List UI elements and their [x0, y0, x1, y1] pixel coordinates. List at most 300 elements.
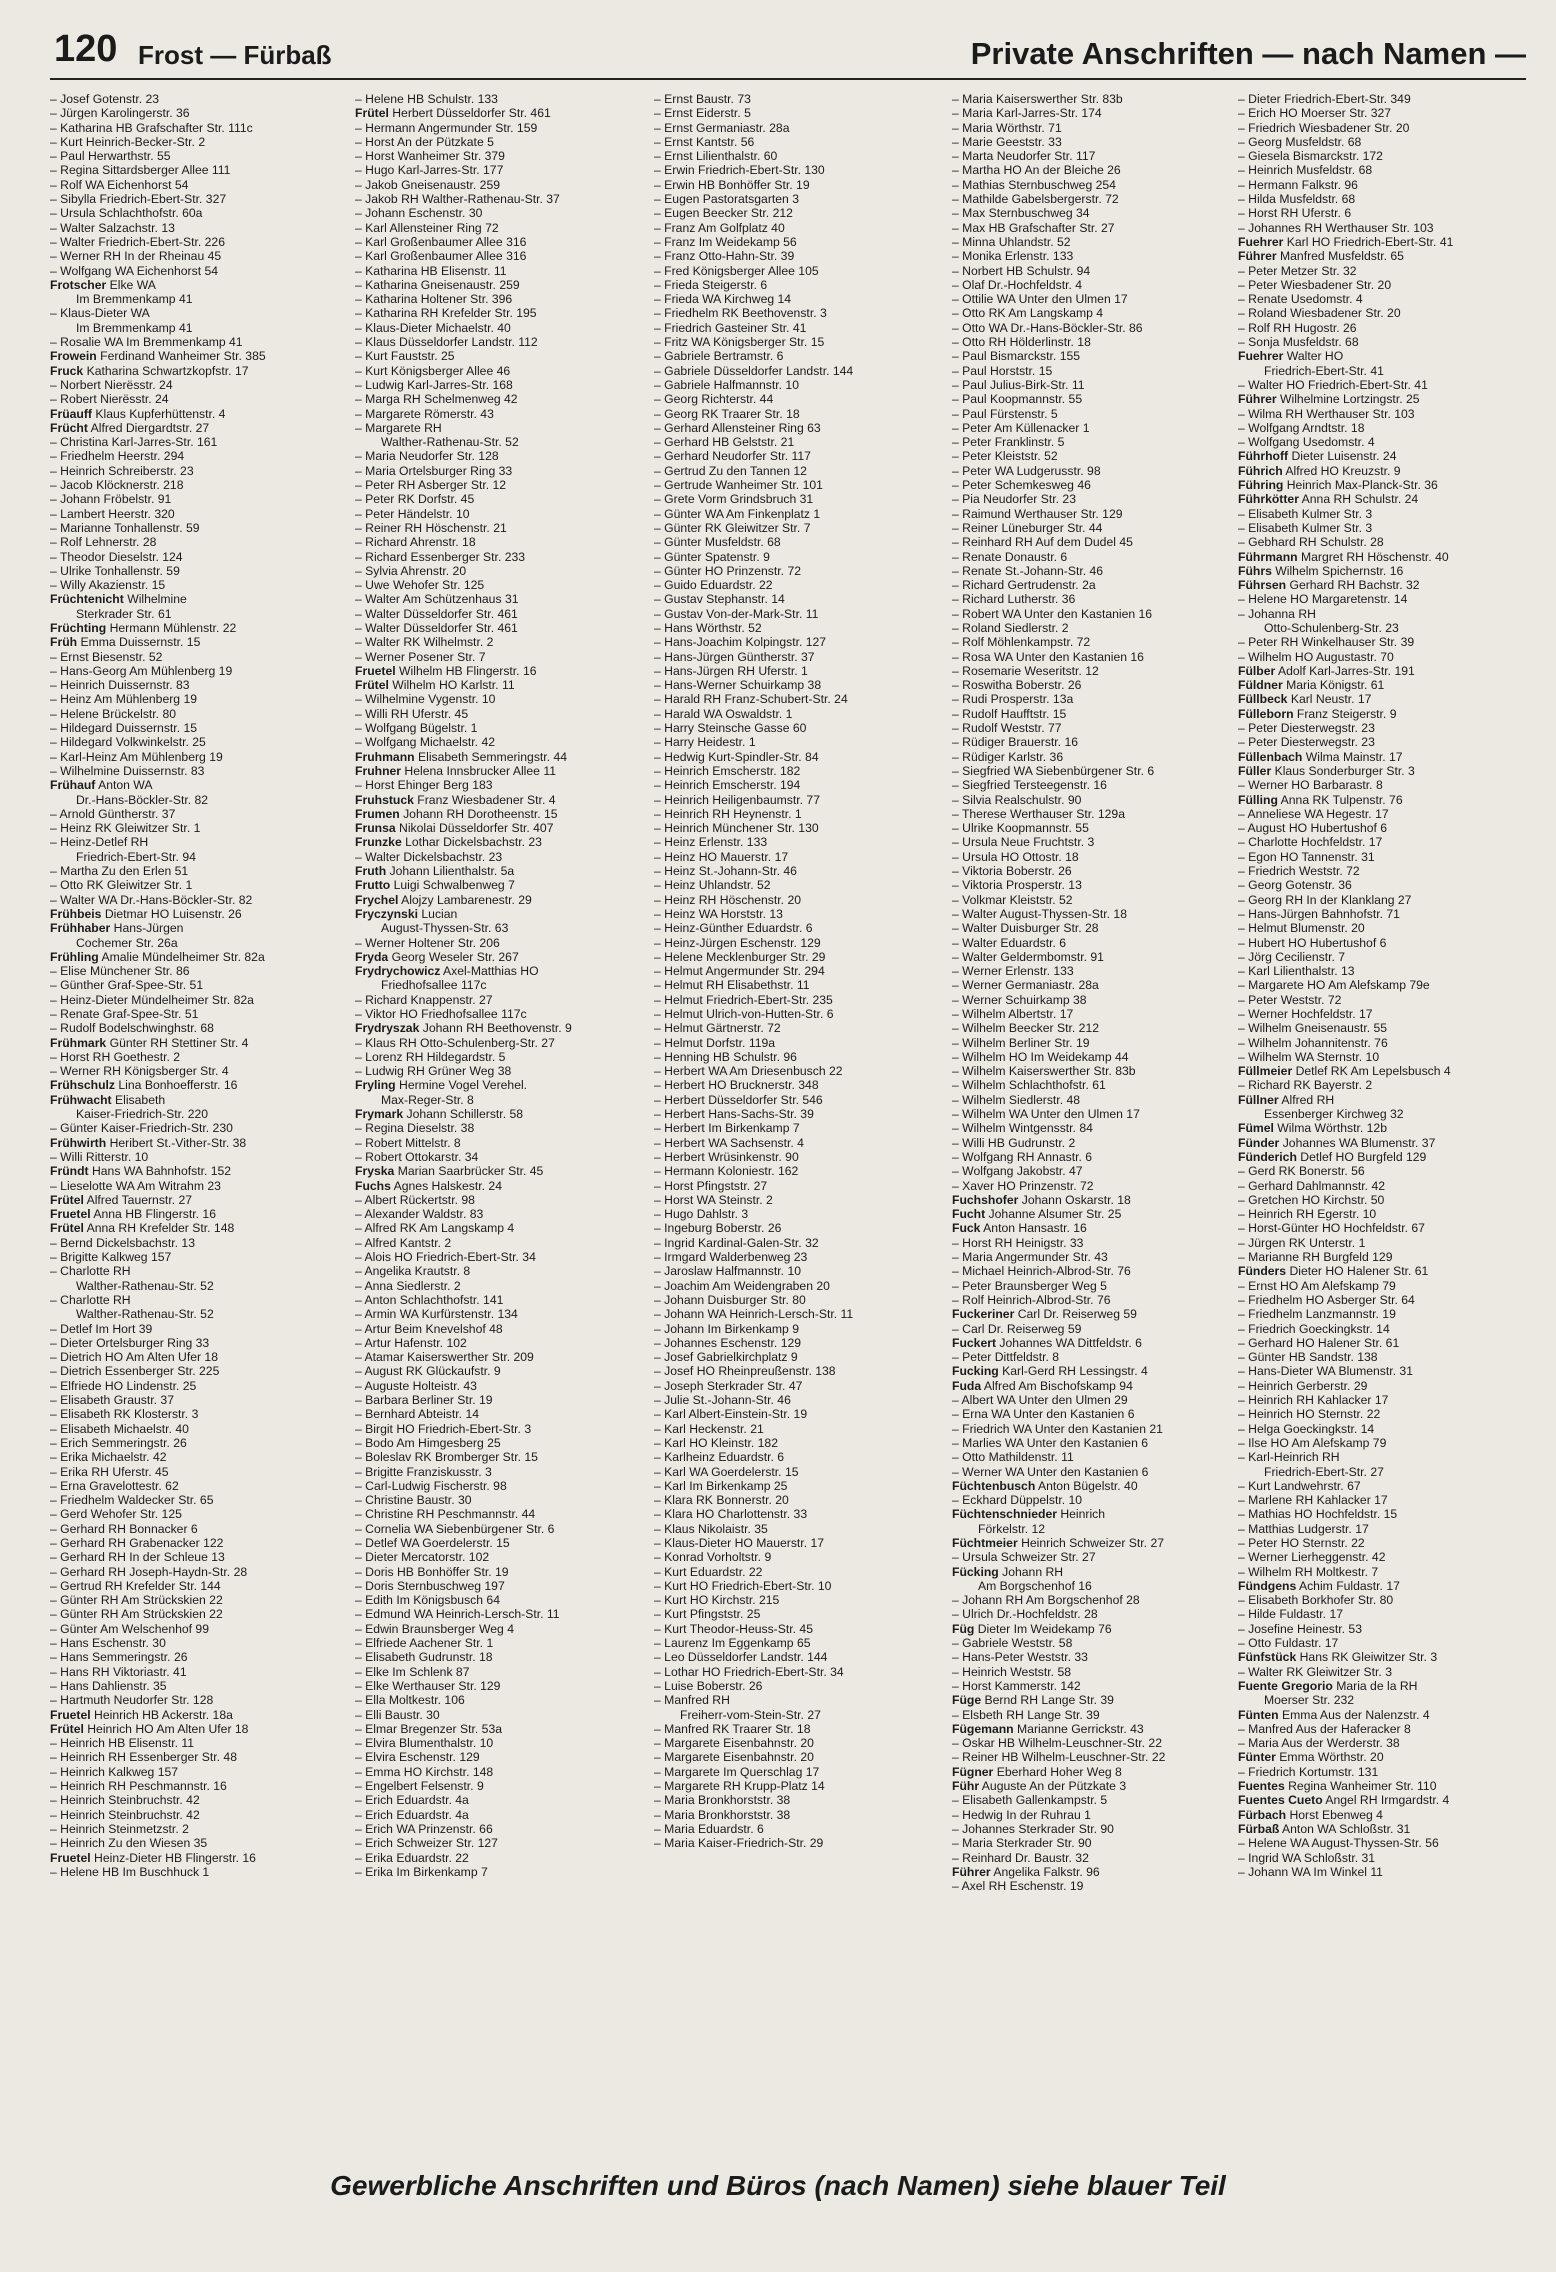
- directory-entry: – Richard Ahrenstr. 18: [355, 535, 647, 549]
- directory-entry: – Friedhelm Lanzmannstr. 19: [1238, 1307, 1530, 1321]
- directory-entry: – Walter Friedrich-Ebert-Str. 226: [50, 235, 342, 249]
- directory-entry: Friedrich-Ebert-Str. 94: [76, 849, 196, 864]
- directory-entry: – Leo Düsseldorfer Landstr. 144: [654, 1650, 946, 1664]
- directory-entry: – Reiner HB Wilhelm-Leuschner-Str. 22: [952, 1750, 1244, 1764]
- directory-entry: – Ludwig Karl-Jarres-Str. 168: [355, 378, 647, 392]
- directory-entry: – Marta Neudorfer Str. 117: [952, 149, 1244, 163]
- surname-heading: Frunzke: [355, 835, 402, 850]
- surname-heading: Frühauf: [50, 778, 96, 793]
- surname-heading: Fündgens: [1238, 1578, 1297, 1593]
- directory-entry: Frumen Johann RH Dorotheenstr. 15: [355, 806, 558, 821]
- directory-entry: Frühling Amalie Mündelheimer Str. 82a: [50, 949, 265, 964]
- directory-entry: – Heinrich Kalkweg 157: [50, 1765, 342, 1779]
- directory-entry: – Charlotte RH: [50, 1264, 342, 1278]
- directory-entry: Frutto Luigi Schwalbenweg 7: [355, 878, 515, 893]
- directory-entry: – Hans Wörthstr. 52: [654, 621, 946, 635]
- directory-entry: – Richard RK Bayerstr. 2: [1238, 1078, 1530, 1092]
- directory-entry: Füldner Maria Königstr. 61: [1238, 678, 1385, 693]
- directory-entry: – Walter Salzachstr. 13: [50, 221, 342, 235]
- surname-heading: Fünfstück: [1238, 1650, 1297, 1665]
- directory-entry: – Ulrike Koopmannstr. 55: [952, 821, 1244, 835]
- directory-entry: – Marga RH Schelmenweg 42: [355, 392, 647, 406]
- directory-entry: – Gerhard Allensteiner Ring 63: [654, 421, 946, 435]
- directory-entry: Frühmark Günter RH Stettiner Str. 4: [50, 1035, 249, 1050]
- directory-entry: Fünders Dieter HO Halener Str. 61: [1238, 1264, 1429, 1279]
- directory-entry: Walther-Rathenau-Str. 52: [76, 1307, 214, 1322]
- surname-heading: Frühbeis: [50, 906, 102, 921]
- directory-entry: – Eugen Beecker Str. 212: [654, 206, 946, 220]
- directory-entry: – Renate Usedomstr. 4: [1238, 292, 1530, 306]
- directory-entry: Frühwirth Heribert St.-Vither-Str. 38: [50, 1135, 247, 1150]
- directory-entry: – Karl Großenbaumer Allee 316: [355, 249, 647, 263]
- directory-entry: – Heinz RK Gleiwitzer Str. 1: [50, 821, 342, 835]
- directory-entry: – Carl Dr. Reiserweg 59: [952, 1322, 1244, 1336]
- directory-entry: – Heinz-Jürgen Eschenstr. 129: [654, 936, 946, 950]
- directory-entry: – Herbert HO Brucknerstr. 348: [654, 1078, 946, 1092]
- directory-entry: – Franz Am Golfplatz 40: [654, 221, 946, 235]
- surname-heading: Füller: [1238, 763, 1272, 778]
- directory-entry: – Silvia Realschulstr. 90: [952, 793, 1244, 807]
- directory-entry: – Elvira Blumenthalstr. 10: [355, 1736, 647, 1750]
- directory-entry: Kaiser-Friedrich-Str. 220: [76, 1107, 209, 1122]
- directory-entry: – Helene HB Im Buschhuck 1: [50, 1865, 342, 1879]
- directory-entry: – Wilhelm HO Im Weidekamp 44: [952, 1050, 1244, 1064]
- directory-entry: Fruhner Helena Innsbrucker Allee 11: [355, 763, 556, 778]
- directory-entry: – Rosalie WA Im Bremmenkamp 41: [50, 335, 342, 349]
- directory-entry: – Hedwig Kurt-Spindler-Str. 84: [654, 750, 946, 764]
- directory-entry: – Elfriede Aachener Str. 1: [355, 1636, 647, 1650]
- directory-entry: – Helmut Angermunder Str. 294: [654, 964, 946, 978]
- directory-entry: – Franz Im Weidekamp 56: [654, 235, 946, 249]
- directory-entry: – Horst Kammerstr. 142: [952, 1679, 1244, 1693]
- directory-entry: – Birgit HO Friedrich-Ebert-Str. 3: [355, 1422, 647, 1436]
- directory-entry: – Josefine Heinestr. 53: [1238, 1622, 1530, 1636]
- directory-entry: – Harald WA Oswaldstr. 1: [654, 707, 946, 721]
- directory-entry: Fuckeriner Carl Dr. Reiserweg 59: [952, 1307, 1137, 1322]
- directory-entry: – Gabriele Weststr. 58: [952, 1636, 1244, 1650]
- directory-entry: – Bodo Am Himgesberg 25: [355, 1436, 647, 1450]
- directory-entry: – Albert WA Unter den Ulmen 29: [952, 1393, 1244, 1407]
- directory-entry: – Erich Schweizer Str. 127: [355, 1836, 647, 1850]
- name-range: Frost — Fürbaß: [138, 40, 332, 70]
- directory-entry: – Michael Heinrich-Albrod-Str. 76: [952, 1264, 1244, 1278]
- directory-entry: – Brigitte Kalkweg 157: [50, 1250, 342, 1264]
- directory-entry: Friedrich-Ebert-Str. 41: [1264, 363, 1384, 378]
- surname-heading: Frühschulz: [50, 1078, 116, 1093]
- directory-entry: Fünfstück Hans RK Gleiwitzer Str. 3: [1238, 1650, 1438, 1665]
- directory-entry: – Elisabeth Kulmer Str. 3: [1238, 507, 1530, 521]
- directory-entry: – Frieda Steigerstr. 6: [654, 278, 946, 292]
- directory-entry: – Helene WA August-Thyssen-Str. 56: [1238, 1836, 1530, 1850]
- directory-entry: – Peter Diesterwegstr. 23: [1238, 721, 1530, 735]
- directory-entry: – Manfred Aus der Haferacker 8: [1238, 1722, 1530, 1736]
- directory-entry: Fruhmann Elisabeth Semmeringstr. 44: [355, 749, 568, 764]
- directory-entry: – Elisabeth Gallenkampstr. 5: [952, 1793, 1244, 1807]
- directory-entry: – Günter Kaiser-Friedrich-Str. 230: [50, 1121, 342, 1135]
- directory-entry: Fuehrer Karl HO Friedrich-Ebert-Str. 41: [1238, 234, 1454, 249]
- directory-columns: [50, 92, 1530, 2162]
- directory-entry: – Hilde Fuldastr. 17: [1238, 1607, 1530, 1621]
- surname-heading: Fülber: [1238, 663, 1276, 678]
- directory-entry: – Ulrich Dr.-Hochfeldstr. 28: [952, 1607, 1244, 1621]
- directory-entry: – Auguste Holteistr. 43: [355, 1379, 647, 1393]
- surname-heading: Fruhner: [355, 763, 402, 778]
- directory-entry: – Heinrich Zu den Wiesen 35: [50, 1836, 342, 1850]
- directory-entry: – Jürgen RK Unterstr. 1: [1238, 1236, 1530, 1250]
- directory-entry: – Rolf Lehnerstr. 28: [50, 535, 342, 549]
- directory-entry: – Katharina RH Krefelder Str. 195: [355, 306, 647, 320]
- directory-entry: Fruetel Anna HB Flingerstr. 16: [50, 1207, 216, 1222]
- surname-heading: Füllenbach: [1238, 749, 1303, 764]
- directory-entry: – Maria Neudorfer Str. 128: [355, 449, 647, 463]
- directory-entry: Frühschulz Lina Bonhoefferstr. 16: [50, 1078, 238, 1093]
- directory-entry: Füchtmeier Heinrich Schweizer Str. 27: [952, 1535, 1165, 1550]
- directory-entry: – Herbert Im Birkenkamp 7: [654, 1121, 946, 1135]
- directory-entry: – Karl HO Kleinstr. 182: [654, 1436, 946, 1450]
- directory-entry: Im Bremmenkamp 41: [76, 320, 193, 335]
- directory-entry: – Ernst Eiderstr. 5: [654, 106, 946, 120]
- directory-entry: – Norbert HB Schulstr. 94: [952, 264, 1244, 278]
- directory-entry: – Theodor Dieselstr. 124: [50, 550, 342, 564]
- directory-entry: – Dieter Ortelsburger Ring 33: [50, 1336, 342, 1350]
- directory-entry: – Brigitte Franziskusstr. 3: [355, 1465, 647, 1479]
- directory-entry: – Helmut Gärtnerstr. 72: [654, 1021, 946, 1035]
- directory-entry: – Heinz RH Höschenstr. 20: [654, 893, 946, 907]
- directory-entry: – Klaus-Dieter Michaelstr. 40: [355, 321, 647, 335]
- surname-heading: Frunsa: [355, 821, 396, 836]
- directory-entry: – Peter RH Winkelhauser Str. 39: [1238, 635, 1530, 649]
- directory-entry: – Walter Düsseldorfer Str. 461: [355, 621, 647, 635]
- directory-entry: – Ingrid Kardinal-Galen-Str. 32: [654, 1236, 946, 1250]
- directory-entry: – Friedrich Gasteiner Str. 41: [654, 321, 946, 335]
- surname-heading: Frütel: [355, 106, 389, 121]
- directory-entry: – Peter Händelstr. 10: [355, 507, 647, 521]
- directory-entry: – Wilhelm Gneisenaustr. 55: [1238, 1021, 1530, 1035]
- directory-entry: – Karl WA Goerdelerstr. 15: [654, 1465, 946, 1479]
- directory-entry: – Hubert HO Hubertushof 6: [1238, 936, 1530, 950]
- directory-entry: – Jakob Gneisenaustr. 259: [355, 178, 647, 192]
- directory-entry: Frücht Alfred Diergardtstr. 27: [50, 420, 210, 435]
- directory-entry: – Rudi Prosperstr. 13a: [952, 692, 1244, 706]
- directory-entry: – Margarete Römerstr. 43: [355, 407, 647, 421]
- directory-entry: – Willi RH Uferstr. 45: [355, 707, 647, 721]
- directory-entry: – Hedwig In der Ruhrau 1: [952, 1808, 1244, 1822]
- surname-heading: Frotscher: [50, 277, 107, 292]
- directory-entry: Frydrychowicz Axel-Matthias HO: [355, 964, 539, 979]
- directory-entry: Walther-Rathenau-Str. 52: [76, 1278, 214, 1293]
- directory-entry: – Joachim Am Weidengraben 20: [654, 1279, 946, 1293]
- directory-entry: – Werner Posener Str. 7: [355, 650, 647, 664]
- directory-entry: – Ingrid WA Schloßstr. 31: [1238, 1851, 1530, 1865]
- surname-heading: Frydrychowicz: [355, 964, 441, 979]
- directory-entry: – Ernst Baustr. 73: [654, 92, 946, 106]
- directory-entry: Führkötter Anna RH Schulstr. 24: [1238, 492, 1419, 507]
- directory-entry: – Doris Sternbuschweg 197: [355, 1579, 647, 1593]
- directory-entry: – Karl Lilienthalstr. 13: [1238, 964, 1530, 978]
- directory-entry: – Bernhard Abteistr. 14: [355, 1407, 647, 1421]
- directory-entry: Fruetel Heinrich HB Ackerstr. 18a: [50, 1707, 233, 1722]
- directory-entry: – Marie Geeststr. 33: [952, 135, 1244, 149]
- directory-entry: – Heinz Am Mühlenberg 19: [50, 692, 342, 706]
- surname-heading: Fruetel: [355, 663, 396, 678]
- directory-entry: – Kurt HO Friedrich-Ebert-Str. 10: [654, 1579, 946, 1593]
- directory-entry: – Maria Bronkhorststr. 38: [654, 1793, 946, 1807]
- directory-entry: – Rüdiger Karlstr. 36: [952, 750, 1244, 764]
- directory-entry: – Erika Im Birkenkamp 7: [355, 1865, 647, 1879]
- surname-heading: Frydryszak: [355, 1021, 420, 1036]
- directory-entry: – Paul Koopmannstr. 55: [952, 392, 1244, 406]
- directory-entry: Friedhofsallee 117c: [381, 978, 487, 993]
- directory-entry: – Wolfgang Bügelstr. 1: [355, 721, 647, 735]
- footer-note: Gewerbliche Anschriften und Büros (nach Namen) siehe blauer Teil: [330, 2170, 1226, 2201]
- directory-entry: – Richard Knappenstr. 27: [355, 993, 647, 1007]
- directory-entry: – Eckhard Düppelstr. 10: [952, 1493, 1244, 1507]
- directory-entry: – Elisabeth Gudrunstr. 18: [355, 1650, 647, 1664]
- directory-entry: – Hermann Angermunder Str. 159: [355, 121, 647, 135]
- surname-heading: Frühwacht: [50, 1092, 112, 1107]
- directory-entry: – Axel RH Eschenstr. 19: [952, 1879, 1244, 1893]
- directory-entry: – Georg RH In der Klanklang 27: [1238, 893, 1530, 907]
- directory-entry: – Erich Eduardstr. 4a: [355, 1808, 647, 1822]
- directory-entry: – Maria Wörthstr. 71: [952, 121, 1244, 135]
- directory-entry: – Johann Eschenstr. 30: [355, 206, 647, 220]
- directory-entry: – Herbert WA Sachsenstr. 4: [654, 1136, 946, 1150]
- directory-entry: – Kurt HO Kirchstr. 215: [654, 1593, 946, 1607]
- surname-heading: Frühhaber: [50, 921, 111, 936]
- directory-entry: – Hilda Musfeldstr. 68: [1238, 192, 1530, 206]
- directory-entry: – Hans Semmeringstr. 26: [50, 1650, 342, 1664]
- surname-heading: Füchtmeier: [952, 1535, 1018, 1550]
- directory-entry: – Josef Gotenstr. 23: [50, 92, 342, 106]
- directory-entry: – Werner HO Barbarastr. 8: [1238, 778, 1530, 792]
- directory-entry: – Kurt Pfingststr. 25: [654, 1607, 946, 1621]
- surname-heading: Fünders: [1238, 1264, 1287, 1279]
- directory-entry: – Erich WA Prinzenstr. 66: [355, 1822, 647, 1836]
- directory-entry: – Horst An der Pützkate 5: [355, 135, 647, 149]
- directory-entry: – Gerhard Neudorfer Str. 117: [654, 449, 946, 463]
- directory-entry: August-Thyssen-Str. 63: [381, 921, 509, 936]
- page-header: [50, 28, 1526, 74]
- directory-entry: – Heinrich Schreiberstr. 23: [50, 464, 342, 478]
- directory-entry: – Eugen Pastoratsgarten 3: [654, 192, 946, 206]
- directory-entry: Fügner Eberhard Hoher Weg 8: [952, 1764, 1122, 1779]
- directory-entry: – Manfred RK Traarer Str. 18: [654, 1722, 946, 1736]
- directory-entry: – Dieter Mercatorstr. 102: [355, 1550, 647, 1564]
- surname-heading: Fruck: [50, 363, 84, 378]
- directory-entry: – Horst RH Heinigstr. 33: [952, 1236, 1244, 1250]
- surname-heading: Frowein: [50, 349, 97, 364]
- directory-entry: – Klaus Nikolaistr. 35: [654, 1522, 946, 1536]
- directory-entry: Früauff Klaus Kupferhüttenstr. 4: [50, 406, 226, 421]
- directory-entry: – Horst Pfingststr. 27: [654, 1179, 946, 1193]
- directory-entry: – Helene Brückelstr. 80: [50, 707, 342, 721]
- directory-entry: – Hans-Peter Weststr. 33: [952, 1650, 1244, 1664]
- surname-heading: Füchtenschnieder: [952, 1507, 1057, 1522]
- directory-entry: – Julie St.-Johann-Str. 46: [654, 1393, 946, 1407]
- surname-heading: Fuehrer: [1238, 234, 1284, 249]
- directory-entry: Fucht Johanne Alsumer Str. 25: [952, 1207, 1122, 1222]
- directory-entry: – Günter HO Prinzenstr. 72: [654, 564, 946, 578]
- directory-entry: – Elke Werthauser Str. 129: [355, 1679, 647, 1693]
- directory-entry: – Horst WA Steinstr. 2: [654, 1193, 946, 1207]
- directory-entry: – Rolf WA Eichenhorst 54: [50, 178, 342, 192]
- directory-entry: – Peter Kleiststr. 52: [952, 449, 1244, 463]
- directory-entry: – Ursula Schlachthofstr. 60a: [50, 206, 342, 220]
- directory-entry: Fuchs Agnes Halskestr. 24: [355, 1178, 502, 1193]
- directory-entry: – Reinhard Dr. Baustr. 32: [952, 1851, 1244, 1865]
- directory-entry: – Wilhelmine Vygenstr. 10: [355, 692, 647, 706]
- directory-entry: – Klara HO Charlottenstr. 33: [654, 1507, 946, 1521]
- directory-entry: – Kurt Landwehrstr. 67: [1238, 1479, 1530, 1493]
- directory-entry: – Johanna RH: [1238, 607, 1530, 621]
- directory-entry: – Hans-Georg Am Mühlenberg 19: [50, 664, 342, 678]
- directory-entry: – Heinrich RH Kahlacker 17: [1238, 1393, 1530, 1407]
- directory-entry: – Ernst Germaniastr. 28a: [654, 121, 946, 135]
- directory-entry: – Karl Heckenstr. 21: [654, 1422, 946, 1436]
- directory-entry: – Helmut RH Elisabethstr. 11: [654, 978, 946, 992]
- surname-heading: Fucht: [952, 1207, 986, 1222]
- directory-entry: – Elvira Eschenstr. 129: [355, 1750, 647, 1764]
- directory-entry: – Walter Am Schützenhaus 31: [355, 592, 647, 606]
- directory-entry: – Wolfgang RH Annastr. 6: [952, 1150, 1244, 1164]
- directory-entry: Fünten Emma Aus der Nalenzstr. 4: [1238, 1707, 1430, 1722]
- directory-column-2: [355, 92, 647, 2162]
- directory-entry: – Heinrich RH Peschmannstr. 16: [50, 1779, 342, 1793]
- directory-column-3: [654, 92, 946, 2162]
- directory-entry: – Irmgard Walderbenweg 23: [654, 1250, 946, 1264]
- directory-entry: – Otto WA Dr.-Hans-Böckler-Str. 86: [952, 321, 1244, 335]
- directory-entry: – Friedhelm HO Asberger Str. 64: [1238, 1293, 1530, 1307]
- surname-heading: Füge: [952, 1693, 982, 1708]
- directory-entry: – Jörg Cecilienstr. 7: [1238, 950, 1530, 964]
- directory-entry: Fülling Anna RK Tulpenstr. 76: [1238, 792, 1403, 807]
- directory-entry: – Wilhelm Kaiserswerther Str. 83b: [952, 1064, 1244, 1078]
- directory-entry: – Heinrich RH Essenberger Str. 48: [50, 1750, 342, 1764]
- directory-entry: Fünderich Detlef HO Burgfeld 129: [1238, 1149, 1427, 1164]
- directory-entry: Fügemann Marianne Gerrickstr. 43: [952, 1721, 1144, 1736]
- surname-heading: Frutto: [355, 878, 391, 893]
- directory-entry: – Martha HO An der Bleiche 26: [952, 163, 1244, 177]
- directory-entry: Frütel Alfred Tauernstr. 27: [50, 1192, 193, 1207]
- directory-entry: – Jacob Klöcknerstr. 218: [50, 478, 342, 492]
- directory-entry: – Klaus-Dieter HO Mauerstr. 17: [654, 1536, 946, 1550]
- directory-entry: – Heinz Uhlandstr. 52: [654, 878, 946, 892]
- directory-entry: – Heinz WA Horststr. 13: [654, 907, 946, 921]
- directory-entry: – Walter WA Dr.-Hans-Böckler-Str. 82: [50, 893, 342, 907]
- directory-entry: – Josef Gabrielkirchplatz 9: [654, 1350, 946, 1364]
- directory-entry: – Klaus Düsseldorfer Landstr. 112: [355, 335, 647, 349]
- directory-entry: – Hans-Dieter WA Blumenstr. 31: [1238, 1364, 1530, 1378]
- surname-heading: Füllner: [1238, 1092, 1279, 1107]
- directory-entry: – Erwin Friedrich-Ebert-Str. 130: [654, 163, 946, 177]
- directory-entry: – Wilhelm WA Sternstr. 10: [1238, 1050, 1530, 1064]
- directory-entry: Walther-Rathenau-Str. 52: [381, 435, 519, 450]
- directory-entry: – Robert Nierësstr. 24: [50, 392, 342, 406]
- directory-entry: – Elsbeth RH Lange Str. 39: [952, 1708, 1244, 1722]
- directory-entry: Sterkrader Str. 61: [76, 606, 172, 621]
- directory-entry: Frütel Anna RH Krefelder Str. 148: [50, 1221, 235, 1236]
- surname-heading: Fruetel: [50, 1207, 91, 1222]
- directory-entry: – Otto RH Hölderlinstr. 18: [952, 335, 1244, 349]
- directory-entry: – Helga Goeckingkstr. 14: [1238, 1422, 1530, 1436]
- directory-entry: – Elli Baustr. 30: [355, 1708, 647, 1722]
- surname-heading: Fülling: [1238, 792, 1278, 807]
- surname-heading: Fryda: [355, 949, 389, 964]
- directory-entry: – Renate Graf-Spee-Str. 51: [50, 1007, 342, 1021]
- surname-heading: Fünter: [1238, 1750, 1276, 1765]
- directory-entry: – Werner Lierheggenstr. 42: [1238, 1550, 1530, 1564]
- directory-entry: – Angelika Krautstr. 8: [355, 1264, 647, 1278]
- directory-entry: – Otto Fuldastr. 17: [1238, 1636, 1530, 1650]
- directory-entry: – Helmut Friedrich-Ebert-Str. 235: [654, 993, 946, 1007]
- directory-entry: Führsen Gerhard RH Bachstr. 32: [1238, 578, 1420, 593]
- directory-entry: – Jakob RH Walther-Rathenau-Str. 37: [355, 192, 647, 206]
- surname-heading: Fücking: [952, 1564, 999, 1579]
- directory-entry: Fücking Johann RH: [952, 1564, 1064, 1579]
- directory-entry: – Emma HO Kirchstr. 148: [355, 1765, 647, 1779]
- surname-heading: Führer: [1238, 249, 1277, 264]
- directory-entry: – Barbara Berliner Str. 19: [355, 1393, 647, 1407]
- surname-heading: Fryczynski: [355, 906, 419, 921]
- surname-heading: Führer: [1238, 392, 1277, 407]
- surname-heading: Fürbaß: [1238, 1821, 1280, 1836]
- directory-entry: – Herbert WA Am Driesenbusch 22: [654, 1064, 946, 1078]
- surname-heading: Fuda: [952, 1378, 982, 1393]
- directory-entry: – Mathias HO Hochfeldstr. 15: [1238, 1507, 1530, 1521]
- directory-entry: – Günter RH Am Strückskien 22: [50, 1607, 342, 1621]
- directory-entry: – Johannes Sterkrader Str. 90: [952, 1822, 1244, 1836]
- directory-entry: – Gerhard RH Bonnacker 6: [50, 1522, 342, 1536]
- directory-entry: – Gerhard RH In der Schleue 13: [50, 1550, 342, 1564]
- directory-entry: – Werner Erlenstr. 133: [952, 964, 1244, 978]
- directory-entry: – Christine Baustr. 30: [355, 1493, 647, 1507]
- directory-entry: – Max Sternbuschweg 34: [952, 206, 1244, 220]
- directory-entry: – Heinrich Münchener Str. 130: [654, 821, 946, 835]
- surname-heading: Fuente Gregorio: [1238, 1678, 1333, 1693]
- directory-entry: – Günter Am Welschenhof 99: [50, 1622, 342, 1636]
- directory-entry: – August HO Hubertushof 6: [1238, 821, 1530, 835]
- directory-entry: Fruck Katharina Schwartzkopfstr. 17: [50, 363, 249, 378]
- directory-entry: Freiherr-vom-Stein-Str. 27: [680, 1707, 821, 1722]
- directory-entry: – Heinrich Steinbruchstr. 42: [50, 1793, 342, 1807]
- directory-entry: – Werner Schuirkamp 38: [952, 993, 1244, 1007]
- directory-entry: – Rudolf Haufftstr. 15: [952, 707, 1244, 721]
- directory-entry: – Paul Bismarckstr. 155: [952, 349, 1244, 363]
- directory-entry: – Guido Eduardstr. 22: [654, 578, 946, 592]
- directory-entry: – Volkmar Kleiststr. 52: [952, 893, 1244, 907]
- directory-entry: – Werner RH Königsberger Str. 4: [50, 1064, 342, 1078]
- directory-entry: – Minna Uhlandstr. 52: [952, 235, 1244, 249]
- directory-entry: – Hans-Joachim Kolpingstr. 127: [654, 635, 946, 649]
- directory-entry: Fürbach Horst Ebenweg 4: [1238, 1807, 1383, 1822]
- directory-entry: – Peter Weststr. 72: [1238, 993, 1530, 1007]
- directory-entry: – Helmut Blumenstr. 20: [1238, 921, 1530, 935]
- surname-heading: Führkötter: [1238, 492, 1299, 507]
- directory-entry: Fryczynski Lucian: [355, 906, 458, 921]
- directory-entry: – Maria Karl-Jarres-Str. 174: [952, 106, 1244, 120]
- directory-entry: – Günter RH Am Strückskien 22: [50, 1593, 342, 1607]
- directory-entry: Füllmeier Detlef RK Am Lepelsbusch 4: [1238, 1064, 1451, 1079]
- directory-entry: Füllbeck Karl Neustr. 17: [1238, 692, 1372, 707]
- directory-entry: – Walter HO Friedrich-Ebert-Str. 41: [1238, 378, 1530, 392]
- directory-entry: – Wolfgang Michaelstr. 42: [355, 735, 647, 749]
- directory-entry: – Gabriele Halfmannstr. 10: [654, 378, 946, 392]
- directory-entry: – Günter RK Gleiwitzer Str. 7: [654, 521, 946, 535]
- directory-entry: – Hermann Falkstr. 96: [1238, 178, 1530, 192]
- directory-entry: – Ella Moltkestr. 106: [355, 1693, 647, 1707]
- directory-entry: Am Borgschenhof 16: [978, 1578, 1092, 1593]
- directory-entry: – Peter Braunsberger Weg 5: [952, 1279, 1244, 1293]
